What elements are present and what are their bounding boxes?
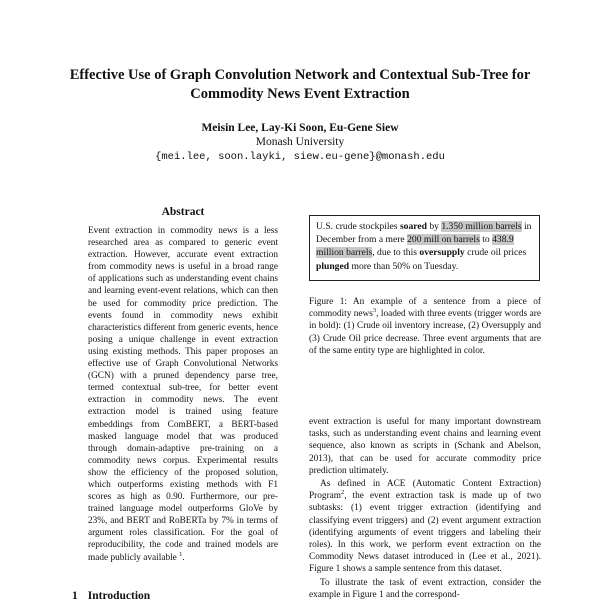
figure-1-example-box	[309, 215, 540, 281]
author-emails: {mei.lee, soon.layki, siew.eu-gene}@monash.edu	[155, 151, 445, 163]
affiliation: Monash University	[255, 136, 345, 148]
caption-footnote-mark: 3	[372, 307, 377, 315]
fig-text: by	[426, 221, 442, 232]
highlighted-argument: 438.9 million barrels	[316, 234, 514, 259]
highlighted-argument: 200 mill on barrels	[407, 234, 480, 246]
paragraph-text: As defined in ACE (Automatic Content Extraction) Program	[309, 479, 541, 502]
authors: Meisin Lee, Lay-Ki Soon, Eu-Gene Siew	[201, 122, 399, 134]
section-number: 1	[72, 590, 78, 602]
trigger-word: soared	[399, 221, 427, 232]
caption-rest: , loaded with three events (trigger words are in bold): (1) Crude oil inventory increase, (2) Oversupply and (3) Crude Oil price decrease. Three event arguments that are of the same entity type are highlighted in color.	[309, 309, 542, 356]
fig-text: more than 50% on Tuesday.	[349, 260, 459, 272]
abstract-body: Event extraction in commodity news is a less researched area as compared to generic event extraction. However, accurate event extraction from commodity news is useful in a broad range of applications such as understanding event chains and learning event-event relations, which can then be used for commodity price prediction. The events found in commodity news exhibit characteristics different from generic events, hence posing a unique challenge in event extraction using existing methods. This paper proposes an effective use of Graph Convolutional Networks (GCN) with a pruned dependency parse tree, termed contextual sub-tree, for better event extraction in commodity news. The event extraction model is trained using feature embeddings from ComBERT, a BERT-based masked language model that was produced through domain-adaptive pre-training on a commodity news corpus. Experimental results show the efficiency of the proposed solution, which outperforms existing methods with F1 scores as high as 0.90. Furthermore, our pre-trained language model outperforms GloVe by 23%, and BERT and RoBERTa by 7% in terms of argument roles classification. For the goal of reproducibility, the code and trained models are made publicly available $^1$.	[88, 226, 278, 563]
paragraph: To illustrate the task of event extraction, consider the example in Figure 1 and the correspond-	[309, 577, 541, 600]
section-title: Introduction	[87, 590, 151, 602]
trigger-word: plunged	[316, 260, 350, 272]
figure-1-caption	[309, 296, 541, 357]
fig-text: U.S. crude stockpiles	[316, 221, 400, 232]
right-column-body	[309, 416, 541, 601]
paragraph-text: , the event extraction task is made up of two subtasks: (1) event trigger extraction (identifying and classifying event triggers) and (2) event argument extraction (identifying arguments of event triggers and labeling their roles). In this work, we perform event extraction on the Commodity News dataset introduced in (Lee et al., 2021). Figure 1 shows a sample sentence from this dataset.	[309, 491, 541, 575]
paper-title: Effective Use of Graph Convolution Network and Contextual Sub-Tree for Commodity News Event Extraction	[69, 67, 531, 102]
caption-lead: Figure 1: An example of a sentence from a piece of commodity news	[309, 297, 541, 320]
highlighted-argument: 1.350 million barrels	[441, 221, 522, 232]
paragraph	[309, 478, 541, 576]
paragraph: event extraction is useful for many important downstream tasks, such as understanding event chains and learning event sequence, also known as scripts in (Schank and Abelson, 2013), that can be used for accurate commodity price prediction ultimately.	[309, 417, 541, 476]
section-heading-introduction	[72, 590, 150, 602]
fig-text: in December from a mere	[316, 221, 532, 246]
trigger-word: oversupply	[419, 247, 465, 259]
fig-text: to	[479, 234, 493, 246]
footnote-mark: 2	[341, 489, 345, 497]
fig-text: crude oil prices	[464, 247, 527, 259]
abstract-text: Event extraction in commodity news is a less researched area as compared to generic event extraction. However, accurate event extraction from commodity news is useful in a broad range of applications such as understanding event chains and learning event-event relations, which can then be used for commodity price prediction. The events found in commodity news exhibit characteristics different from generic events, hence posing a unique challenge in event extraction using existing methods. This paper proposes an effective use of Graph Convolutional Networks (GCN) with a pruned dependency parse tree, termed contextual sub-tree, for better event extraction in commodity news. The event extraction model is trained using feature embeddings from ComBERT, a BERT-based masked language model that was produced through domain-adaptive pre-training on a commodity news corpus. Experimental results show the efficiency of the proposed solution, which outperforms existing methods with F1 scores as high as 0.90. Furthermore, our pre-trained language model outperforms GloVe by 23%, and BERT and RoBERTa by 7% in terms of argument roles classification. For the goal of reproducibility, the code and trained models are made publicly available	[88, 226, 278, 563]
abstract-heading: Abstract	[161, 206, 205, 218]
abstract-footnote-mark: 1	[179, 550, 183, 558]
fig-text: , due to this	[372, 247, 420, 259]
